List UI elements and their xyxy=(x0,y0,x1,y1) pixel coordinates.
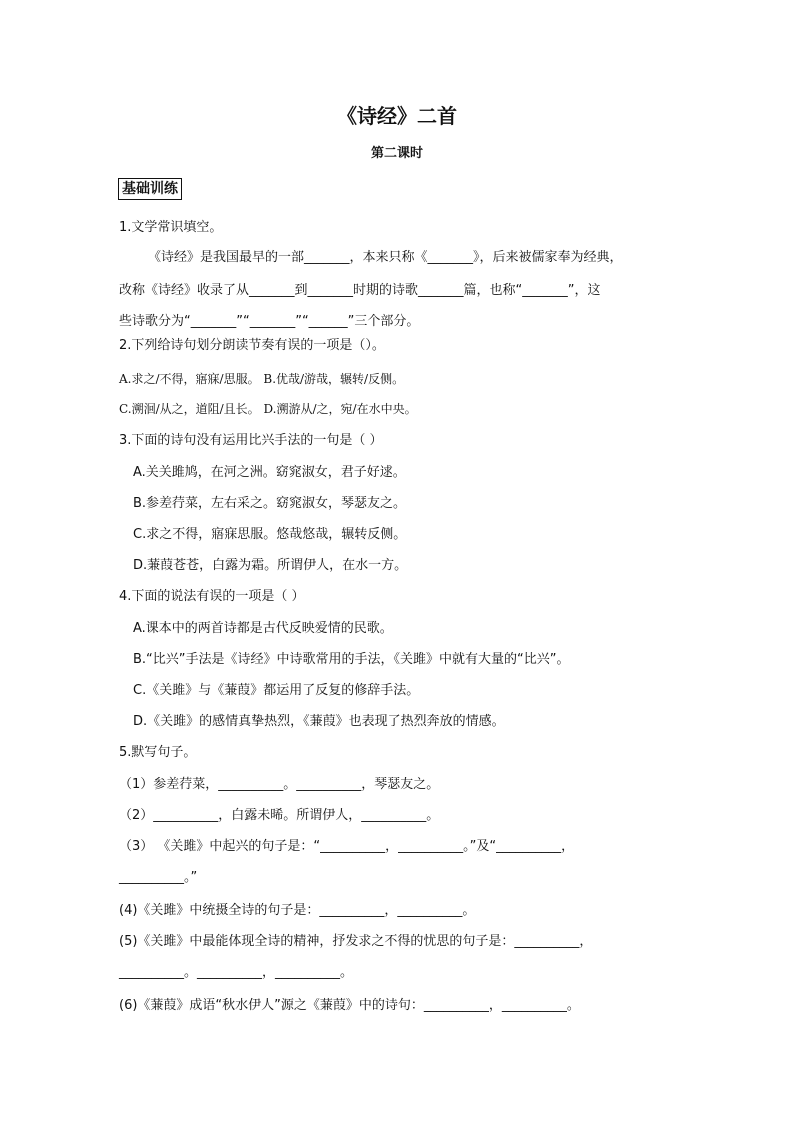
q2-option-cd: C.溯洄/从之，道阻/且长。 D.溯游从/之，宛/在水中央。 xyxy=(119,402,417,416)
q5-line-6: (6)《蒹葭》成语“秋水伊人”源之《蒹葭》中的诗句：__________，__________。 xyxy=(119,998,580,1013)
q2-option-ab: A.求之/不得，寤寐/思服。 B.优哉/游哉，辗转/反侧。 xyxy=(119,372,405,386)
q4-option-c: C.《关雎》与《蒹葭》都运用了反复的修辞手法。 xyxy=(133,683,420,698)
q5-line-2: （2）__________，白露未晞。所谓伊人，__________。 xyxy=(119,808,440,823)
q5-line-4: (4)《关雎》中统摄全诗的句子是：__________，__________。 xyxy=(119,903,476,918)
page-title: 《诗经》二首 xyxy=(337,104,457,128)
page-subtitle: 第二课时 xyxy=(370,146,423,161)
q5-line-3: （3） 《关雎》中起兴的句子是：“__________，__________。”及“__________， xyxy=(119,839,575,854)
q2-stem: 2.下列给诗句划分朗读节奏有误的一项是（）。 xyxy=(119,338,385,353)
q1-line-3: 些诗歌分为“_______”“_______”“______”三个部分。 xyxy=(119,314,420,329)
q5-line-1: （1）参差荇菜，__________。__________，琴瑟友之。 xyxy=(119,777,440,792)
q4-option-d: D.《关雎》的感情真挚热烈，《蒹葭》也表现了热烈奔放的情感。 xyxy=(133,714,505,729)
q3-option-d: D.蒹葭苍苍，白露为霜。所谓伊人，在水一方。 xyxy=(133,558,408,573)
q3-option-c: C.求之不得，寤寐思服。悠哉悠哉，辗转反侧。 xyxy=(133,527,407,542)
q4-option-a: A.课本中的两首诗都是古代反映爱情的民歌。 xyxy=(133,621,393,636)
q5-stem: 5.默写句子。 xyxy=(119,745,197,760)
q3-stem: 3.下面的诗句没有运用比兴手法的一句是（ ） xyxy=(119,433,383,448)
q5-line-5: (5)《关雎》中最能体现全诗的精神，抒发求之不得的忧思的句子是：__________， xyxy=(119,934,593,949)
q1-stem: 1.文学常识填空。 xyxy=(119,220,223,235)
q1-line-1: 《诗经》是我国最早的一部_______，本来只称《_______》，后来被儒家奉为经典， xyxy=(148,250,623,265)
section-label: 基础训练 xyxy=(118,178,182,200)
q1-line-2: 改称《诗经》收录了从_______到_______时期的诗歌_______篇，也称“_______”，这 xyxy=(119,283,601,298)
q4-option-b: B.“比兴”手法是《诗经》中诗歌常用的手法，《关雎》中就有大量的“比兴”。 xyxy=(133,652,570,667)
q3-option-a: A.关关雎鸠，在河之洲。窈窕淑女，君子好逑。 xyxy=(133,465,406,480)
q4-stem: 4.下面的说法有误的一项是（ ） xyxy=(119,589,305,604)
q3-option-b: B.参差荇菜，左右采之。窈窕淑女，琴瑟友之。 xyxy=(133,496,407,511)
q5-line-5-cont: __________。__________，__________。 xyxy=(119,965,354,980)
q5-line-3-cont: __________。” xyxy=(119,870,198,885)
